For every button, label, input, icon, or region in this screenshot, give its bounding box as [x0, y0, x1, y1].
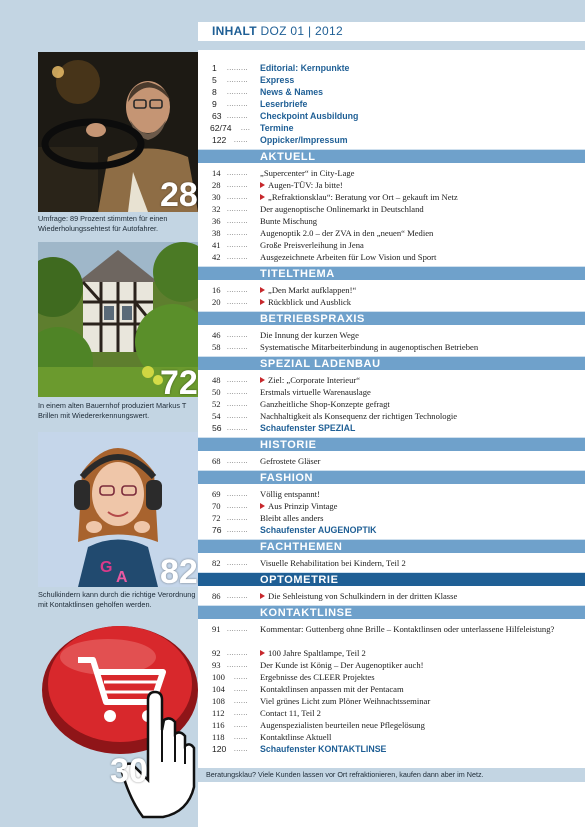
- toc-title-text: Schaufenster KONTAKTLINSE: [260, 744, 387, 754]
- toc-entry[interactable]: [198, 422, 585, 434]
- leader-dots: .........: [227, 388, 249, 396]
- leader-dots: .........: [227, 193, 249, 201]
- toc-title: [260, 590, 457, 602]
- toc-title: [260, 251, 436, 263]
- marker-triangle-icon: [260, 503, 265, 509]
- toc-page-number: 56: [212, 423, 222, 433]
- toc-page-number: 92: [212, 648, 221, 658]
- leader-dots: ......: [234, 733, 249, 741]
- toc-entry[interactable]: [198, 98, 585, 110]
- leader-dots: ....: [241, 124, 251, 132]
- toc-entry[interactable]: [198, 683, 585, 695]
- toc-entry[interactable]: [198, 341, 585, 353]
- leader-dots: .........: [227, 286, 249, 294]
- leader-dots: ......: [234, 685, 249, 693]
- toc-title-text: Viel grünes Licht zum Plöner Weihnachtsseminar: [260, 696, 431, 706]
- section-heading-text: SPEZIAL LADENBAU: [260, 358, 381, 370]
- toc-title: [260, 122, 294, 134]
- toc-title: [260, 215, 317, 227]
- leader-dots: .........: [227, 559, 249, 567]
- leader-dots: .........: [227, 343, 249, 351]
- toc-title-text: Augenspezialisten beurteilen neue Pflegelösung: [260, 720, 425, 730]
- toc-entry[interactable]: [198, 557, 585, 569]
- leader-dots: .........: [227, 169, 249, 177]
- leader-dots: .........: [227, 181, 249, 189]
- header-label: INHALT: [212, 24, 257, 38]
- section-heading: [198, 356, 585, 370]
- toc-entry[interactable]: [198, 167, 585, 179]
- toc-page-number: 38: [212, 228, 221, 238]
- section-heading-text: AKTUELL: [260, 151, 316, 163]
- leader-dots: .........: [227, 298, 249, 306]
- toc-page-number: 116: [212, 720, 225, 730]
- toc-title: [260, 743, 386, 755]
- svg-text:G: G: [100, 559, 113, 576]
- section-heading-text: BETRIEBSPRAXIS: [260, 313, 365, 325]
- section-heading-text: KONTAKTLINSE: [260, 607, 353, 619]
- marker-triangle-icon: [260, 287, 265, 293]
- toc-page-number: 48: [212, 375, 221, 385]
- toc-page-number: 46: [212, 330, 221, 340]
- toc-title: [260, 683, 404, 695]
- photo-shopping-cart-button: [38, 612, 198, 827]
- toc-title-text: Rückblick und Ausblick: [268, 297, 352, 307]
- leader-dots: .........: [227, 412, 249, 420]
- leader-dots: .........: [227, 253, 249, 261]
- toc-title: [260, 410, 457, 422]
- toc-entry[interactable]: [198, 512, 585, 524]
- section-heading: [198, 572, 585, 586]
- toc-title-text: Der augenoptische Onlinemarkt in Deutschland: [260, 204, 424, 214]
- leader-dots: ......: [234, 709, 249, 717]
- toc-title-text: Ausgezeichnete Arbeiten für Low Vision und Sport: [260, 252, 437, 262]
- leader-dots: .........: [227, 88, 249, 96]
- toc-title: [260, 296, 351, 308]
- toc-title-text: Kontaktlinse Aktuell: [260, 732, 332, 742]
- photo-caption: Schulkindern kann durch die richtige Verordnung mit Kontaktlinsen geholfen werden.: [38, 590, 196, 609]
- toc-entry[interactable]: [198, 590, 585, 602]
- toc-entry[interactable]: [198, 731, 585, 743]
- toc-entry[interactable]: [198, 251, 585, 263]
- toc-page-number: 41: [212, 240, 221, 250]
- leader-dots: .........: [227, 205, 249, 213]
- section-heading: [198, 149, 585, 163]
- toc-entry[interactable]: [198, 488, 585, 500]
- leader-dots: .........: [227, 649, 249, 657]
- table-of-contents: [198, 62, 585, 755]
- toc-title-text: Nachhaltigkeit als Konsequenz der richtigen Technologie: [260, 411, 458, 421]
- toc-entry[interactable]: [198, 227, 585, 239]
- toc-title-text: Ergebnisse des CLEER Projektes: [260, 672, 375, 682]
- toc-page-number: 86: [212, 591, 221, 601]
- toc-page-number: 104: [212, 684, 225, 694]
- leader-dots: .........: [227, 490, 249, 498]
- toc-entry[interactable]: [198, 386, 585, 398]
- toc-title-text: Ganzheitliche Shop-Konzepte gefragt: [260, 399, 390, 409]
- toc-title: [260, 134, 348, 146]
- toc-page-number: 100: [212, 672, 225, 682]
- toc-title-text: Systematische Mitarbeiterbindung in augenoptischen Betrieben: [260, 342, 479, 352]
- leader-dots: .........: [227, 241, 249, 249]
- toc-page-number: 54: [212, 411, 221, 421]
- toc-title: [260, 695, 430, 707]
- leader-dots: .........: [227, 229, 249, 237]
- toc-entry[interactable]: [198, 647, 585, 659]
- toc-page-number: 68: [212, 456, 221, 466]
- photo-page-number: 28: [160, 176, 198, 214]
- toc-title: [260, 671, 375, 683]
- toc-page-number: 5: [212, 75, 217, 85]
- leader-dots: .........: [227, 100, 249, 108]
- svg-text:A: A: [116, 569, 128, 586]
- section-heading: [198, 437, 585, 451]
- toc-title-text: Checkpoint Ausbildung: [260, 111, 359, 121]
- toc-title-text: News & Names: [260, 87, 324, 97]
- marker-triangle-icon: [260, 377, 265, 383]
- section-heading-text: FACHTHEMEN: [260, 541, 343, 553]
- marker-triangle-icon: [260, 194, 265, 200]
- toc-entry[interactable]: [198, 455, 585, 467]
- leader-dots: .........: [227, 457, 249, 465]
- section-heading: [198, 311, 585, 325]
- toc-title: [260, 512, 323, 524]
- marker-triangle-icon: [260, 299, 265, 305]
- toc-entry[interactable]: [198, 719, 585, 731]
- leader-dots: .........: [227, 400, 249, 408]
- leader-dots: ......: [234, 697, 249, 705]
- photo-caption: In einem alten Bauernhof produziert Markus T Brillen mit Wiedererkennungswert.: [38, 401, 187, 420]
- toc-page-number: 70: [212, 501, 221, 511]
- section-heading: [198, 470, 585, 484]
- toc-page-number: 118: [212, 732, 225, 742]
- toc-entry[interactable]: [198, 284, 585, 296]
- toc-page-number: 14: [212, 168, 221, 178]
- toc-title: [260, 191, 458, 203]
- toc-entry[interactable]: [198, 329, 585, 341]
- toc-page-number: 1: [212, 63, 217, 73]
- toc-title: [260, 167, 355, 179]
- section-heading: [198, 539, 585, 553]
- toc-title-text: Der Kunde ist König – Der Augenoptiker auch!: [260, 660, 424, 670]
- toc-page-number: 72: [212, 513, 221, 523]
- toc-title-text: Oppicker/Impressum: [260, 135, 348, 145]
- toc-entry[interactable]: [198, 215, 585, 227]
- toc-title-text: „Supercenter“ in City-Lage: [260, 168, 355, 178]
- toc-title-text: Editorial: Kernpunkte: [260, 63, 350, 73]
- toc-entry[interactable]: [198, 707, 585, 719]
- photo-page-number: 82: [160, 553, 198, 591]
- toc-page-number: 8: [212, 87, 217, 97]
- toc-entry[interactable]: [198, 296, 585, 308]
- leader-dots: ......: [234, 673, 249, 681]
- header-issue: DOZ 01 | 2012: [260, 24, 343, 38]
- marker-triangle-icon: [260, 182, 265, 188]
- toc-title: [260, 398, 390, 410]
- toc-title-text: Visuelle Rehabilitation bei Kindern, Teil 2: [260, 558, 406, 568]
- toc-title-text: Augen-TÜV: Ja bitte!: [268, 180, 343, 190]
- toc-title: [260, 374, 360, 386]
- toc-title-text: Erstmals virtuelle Warenauslage: [260, 387, 371, 397]
- toc-entry[interactable]: [198, 239, 585, 251]
- section-heading-text: HISTORIE: [260, 439, 317, 451]
- toc-page-number: 32: [212, 204, 221, 214]
- toc-entry[interactable]: [198, 695, 585, 707]
- toc-title: [260, 110, 358, 122]
- toc-entry[interactable]: [198, 203, 585, 215]
- leader-dots: .........: [227, 217, 249, 225]
- leader-dots: .........: [227, 514, 249, 522]
- section-heading: [198, 605, 585, 619]
- toc-page-number: 28: [212, 180, 221, 190]
- toc-entry[interactable]: [198, 623, 585, 647]
- toc-title-text: Die Sehleistung von Schulkindern in der dritten Klasse: [268, 591, 458, 601]
- leader-dots: ......: [234, 721, 249, 729]
- leader-dots: .........: [227, 424, 249, 432]
- toc-page-number: 20: [212, 297, 221, 307]
- toc-title: [260, 386, 371, 398]
- toc-title-text: Die Innung der kurzen Wege: [260, 330, 359, 340]
- section-heading-text: FASHION: [260, 472, 314, 484]
- toc-title: [260, 623, 570, 635]
- toc-title: [260, 239, 364, 251]
- toc-page-number: 9: [212, 99, 217, 109]
- toc-page-number: 42: [212, 252, 221, 262]
- toc-page-number: 69: [212, 489, 221, 499]
- toc-title-text: Express: [260, 75, 295, 85]
- toc-title: [260, 557, 406, 569]
- toc-entry[interactable]: [198, 659, 585, 671]
- leader-dots: ......: [234, 136, 249, 144]
- toc-title-text: Schaufenster AUGENOPTIK: [260, 525, 377, 535]
- toc-entry[interactable]: [198, 191, 585, 203]
- toc-title-text: 100 Jahre Spaltlampe, Teil 2: [268, 648, 366, 658]
- toc-entry[interactable]: [198, 398, 585, 410]
- toc-entry[interactable]: [198, 110, 585, 122]
- leader-dots: .........: [227, 331, 249, 339]
- toc-title: [260, 284, 356, 296]
- photo-caption: Beratungsklau? Viele Kunden lassen vor Ort refraktionieren, kaufen dann aber im Netz.: [206, 770, 484, 779]
- toc-entry[interactable]: [198, 134, 585, 146]
- toc-page-number: 63: [212, 111, 222, 121]
- toc-page-number: 30: [212, 192, 221, 202]
- leader-dots: .........: [227, 76, 249, 84]
- photo-page-number: 30: [110, 752, 148, 790]
- toc-page-number: 16: [212, 285, 221, 295]
- toc-page-number: 50: [212, 387, 221, 397]
- toc-page-number: 93: [212, 660, 221, 670]
- toc-page-number: 62/74: [210, 123, 232, 133]
- toc-title: [260, 86, 323, 98]
- toc-title: [260, 329, 359, 341]
- toc-title-text: Augenoptik 2.0 – der ZVA in den „neuen“ Medien: [260, 228, 434, 238]
- toc-title: [260, 731, 331, 743]
- toc-entry[interactable]: [198, 86, 585, 98]
- section-heading-text: TITELTHEMA: [260, 268, 335, 280]
- toc-title: [260, 488, 320, 500]
- toc-title: [260, 719, 425, 731]
- toc-title: [260, 179, 343, 191]
- toc-entry[interactable]: [198, 743, 585, 755]
- toc-title-text: Kommentar: Guttenberg ohne Brille – Kontaktlinsen oder unterlassene Hilfeleistung?: [260, 624, 555, 634]
- magazine-header: [212, 24, 343, 38]
- section-heading-text: OPTOMETRIE: [260, 574, 339, 586]
- toc-title: [260, 62, 349, 74]
- toc-entry[interactable]: [198, 62, 585, 74]
- toc-page-number: 120: [212, 744, 227, 754]
- toc-entry[interactable]: [198, 410, 585, 422]
- toc-title: [260, 227, 433, 239]
- toc-title-text: Aus Prinzip Vintage: [268, 501, 338, 511]
- toc-title-text: „Den Markt aufklappen!“: [268, 285, 357, 295]
- photo-caption: Umfrage: 89 Prozent stimmten für einen Wiederholungssehtest für Autofahrer.: [38, 214, 168, 233]
- toc-page-number: 58: [212, 342, 221, 352]
- toc-page-number: 122: [212, 135, 227, 145]
- toc-entry[interactable]: [198, 671, 585, 683]
- toc-title-text: Bleibt alles anders: [260, 513, 324, 523]
- toc-page-number: 76: [212, 525, 222, 535]
- toc-title: [260, 455, 320, 467]
- toc-page-number: 52: [212, 399, 221, 409]
- toc-title: [260, 500, 338, 512]
- toc-title: [260, 707, 321, 719]
- toc-page-number: 36: [212, 216, 221, 226]
- leader-dots: .........: [227, 526, 249, 534]
- toc-title-text: Bunte Mischung: [260, 216, 318, 226]
- toc-entry[interactable]: [198, 374, 585, 386]
- toc-title: [260, 203, 424, 215]
- toc-title: [260, 524, 377, 536]
- toc-title-text: Schaufenster SPEZIAL: [260, 423, 356, 433]
- toc-page-number: 91: [212, 624, 221, 634]
- toc-entry[interactable]: [198, 122, 585, 134]
- toc-entry[interactable]: [198, 500, 585, 512]
- toc-title: [260, 647, 366, 659]
- toc-title-text: Termine: [260, 123, 294, 133]
- toc-title: [260, 341, 478, 353]
- photo-page-number: 72: [160, 364, 198, 402]
- leader-dots: .........: [227, 64, 249, 72]
- leader-dots: .........: [227, 112, 249, 120]
- leader-dots: ......: [234, 745, 249, 753]
- leader-dots: .........: [227, 625, 249, 633]
- toc-page-number: 112: [212, 708, 225, 718]
- toc-title: [260, 74, 294, 86]
- toc-entry[interactable]: [198, 74, 585, 86]
- toc-title-text: Ziel: „Corporate Interieur“: [268, 375, 361, 385]
- toc-entry[interactable]: [198, 524, 585, 536]
- section-heading: [198, 266, 585, 280]
- toc-title-text: Kontaktlinsen anpassen mit der Pentacam: [260, 684, 404, 694]
- toc-page-number: 82: [212, 558, 221, 568]
- toc-title-text: Contact 11, Teil 2: [260, 708, 321, 718]
- toc-title-text: Leserbriefe: [260, 99, 308, 109]
- toc-title-text: „Refraktionsklau“: Beratung vor Ort – gekauft im Netz: [268, 192, 458, 202]
- leader-dots: .........: [227, 376, 249, 384]
- toc-title-text: Große Preisverleihung in Jena: [260, 240, 364, 250]
- toc-title: [260, 98, 307, 110]
- toc-page-number: 108: [212, 696, 225, 706]
- toc-title-text: Völlig entspannt!: [260, 489, 320, 499]
- toc-title-text: Gefrostete Gläser: [260, 456, 321, 466]
- toc-title: [260, 659, 423, 671]
- marker-triangle-icon: [260, 650, 265, 656]
- leader-dots: .........: [227, 661, 249, 669]
- toc-entry[interactable]: [198, 179, 585, 191]
- leader-dots: .........: [227, 502, 249, 510]
- marker-triangle-icon: [260, 593, 265, 599]
- leader-dots: .........: [227, 592, 249, 600]
- toc-title: [260, 422, 355, 434]
